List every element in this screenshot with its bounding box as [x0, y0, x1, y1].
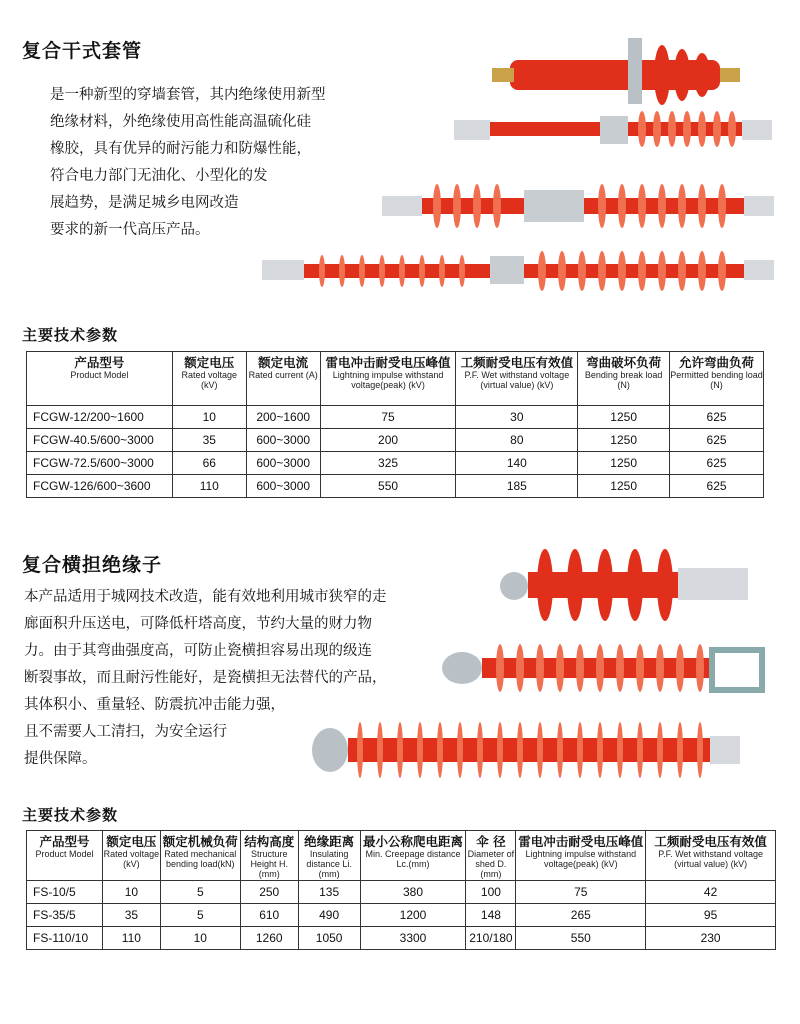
bushing-spec-table: [26, 351, 764, 498]
t2-header-mech-load: 额定机械负荷 Rated mechanical bending load(kN): [160, 831, 240, 881]
t2-header-height: 结构高度 Structure Height H.(mm): [240, 831, 298, 881]
t1-header-permitted-load: 允许弯曲负荷 Permitted bending load (N): [670, 352, 764, 406]
t1-header-lightning: 雷电冲击耐受电压峰值 Lightning impulse withstand voltage(peak) (kV): [320, 352, 456, 406]
t2-header-lightning: 雷电冲击耐受电压峰值 Lightning impulse withstand voltage(peak) (kV): [516, 831, 646, 881]
t2-header-voltage: 额定电压 Rated voltage (kV): [102, 831, 160, 881]
t2-header-shed: 伞 径 Diameter of shed D.(mm): [466, 831, 516, 881]
table-row: FS-35/5 35 5 610 490 1200 148 265 95: [27, 904, 776, 927]
section1-paragraph: 是一种新型的穿墙套管，其内绝缘使用新型 绝缘材料，外绝缘使用高性能高温硫化硅 橡胶，具有优异的耐污能力和防爆性能， 符合电力部门无油化、小型化的发 展趋势，是满足城乡电网改造 要求的新一代高压产品。: [50, 87, 326, 238]
t1-header-pf: 工频耐受电压有效值 P.F. Wet withstand voltage (virtual value) (kV): [456, 352, 578, 406]
t2-header-insulating: 绝缘距离 Insulating distance Li.(mm): [298, 831, 360, 881]
table-row: FCGW-40.5/600~3000 35 600~3000 200 80 1250 625: [27, 429, 764, 452]
insulator-spec-table: [26, 830, 776, 950]
t2-header-creepage: 最小公称爬电距离 Min. Creepage distance Lc.(mm): [360, 831, 466, 881]
t2-header-pf: 工频耐受电压有效值 P.F. Wet withstand voltage (virtual value) (kV): [646, 831, 776, 881]
table-row: FS-110/10 110 10 1260 1050 3300 210/180 550 230: [27, 927, 776, 950]
t1-header-voltage: 额定电压 Rated voltage (kV): [172, 352, 246, 406]
section2-table-title: 主要技术参数: [22, 806, 119, 824]
table-row: FCGW-126/600~3600 110 600~3000 550 185 1250 625: [27, 475, 764, 498]
section1-title: 复合干式套管: [22, 40, 143, 62]
section1-table-title: 主要技术参数: [22, 326, 119, 344]
t1-header-break-load: 弯曲破坏负荷 Bending break load (N): [578, 352, 670, 406]
section2-title: 复合横担绝缘子: [22, 554, 163, 576]
table-row: FS-10/5 10 5 250 135 380 100 75 42: [27, 881, 776, 904]
table-row: FCGW-72.5/600~3000 66 600~3000 325 140 1250 625: [27, 452, 764, 475]
t1-header-current: 额定电流 Rated current (A): [246, 352, 320, 406]
insulator-photo: [300, 540, 780, 790]
t2-header-model: 产品型号 Product Model: [27, 831, 103, 881]
t1-header-model: 产品型号 Product Model: [27, 352, 173, 406]
table-row: FCGW-12/200~1600 10 200~1600 75 30 1250 625: [27, 406, 764, 429]
section2-paragraph: 本产品适用于城网技术改造，能有效地利用城市狭窄的走 廊面积升压送电，可降低杆塔高度，节约大量的财力物 力。由于其弯曲强度高，可防止瓷横担容易出现的级连 断裂事故，而且耐污性能好，是瓷横担无法替代的产品， 其体积小、重量轻、防震抗冲击能力强， 且不需要人工清扫，为安全运行 提供保障。: [24, 589, 387, 767]
bushing-photo: [262, 30, 782, 300]
